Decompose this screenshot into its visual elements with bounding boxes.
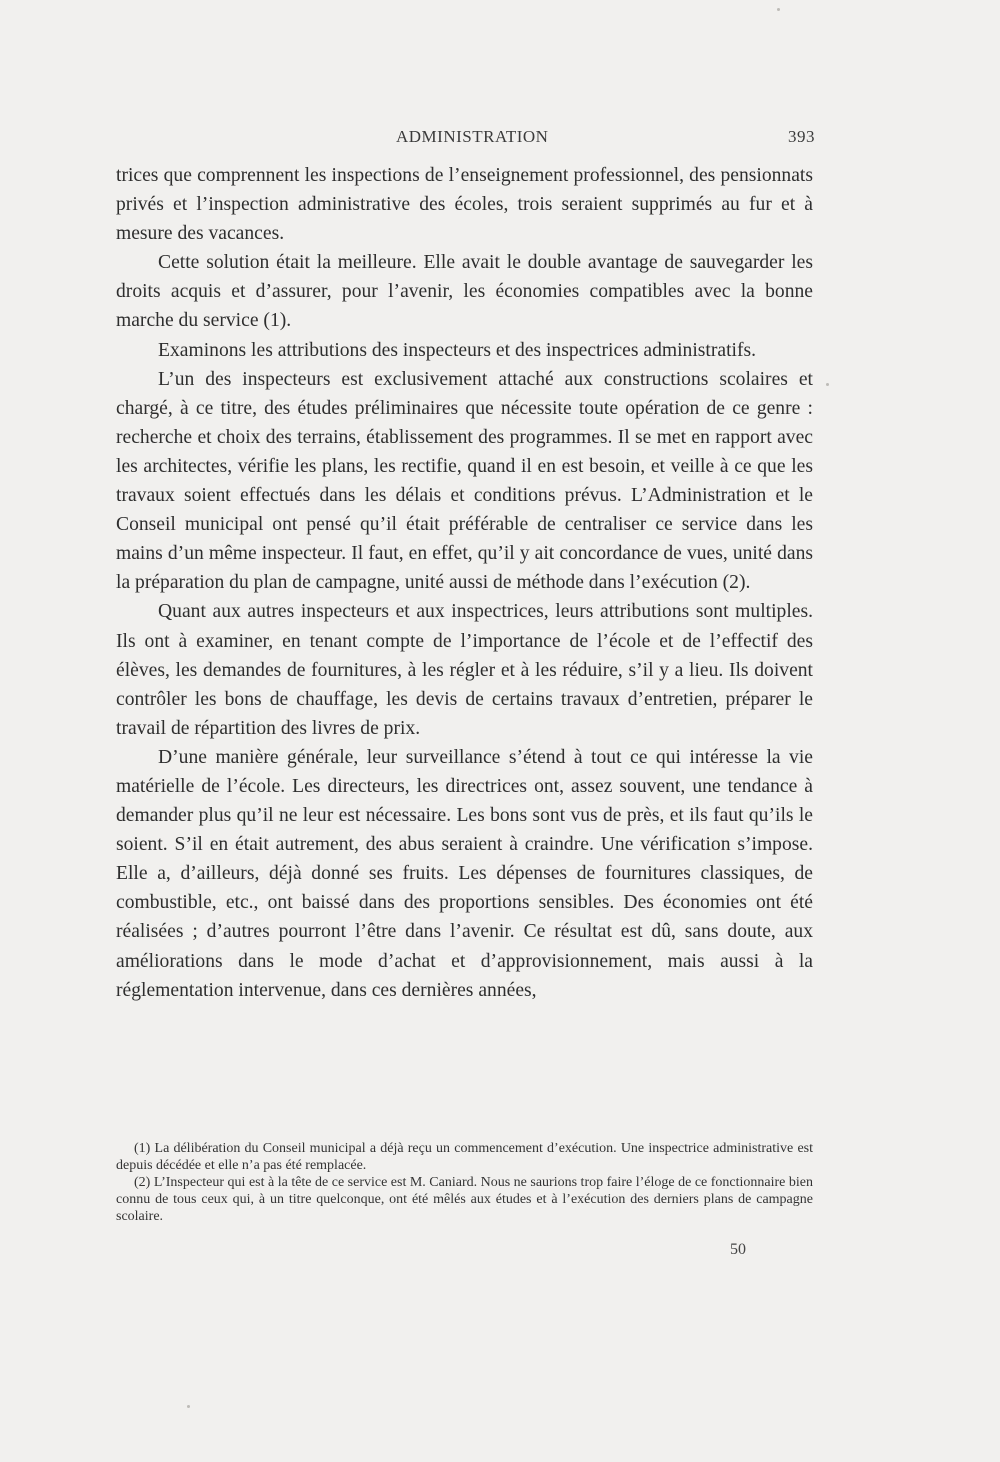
body-text <box>116 161 813 1005</box>
chapter-title: ADMINISTRATION <box>396 127 549 146</box>
paragraph: L’un des inspecteurs est exclusivement attaché aux constructions scolaires et chargé, à ce titre, des études préliminaires que nécessite toute opération de ce genre : recherche et choix des terrains, établissement des programmes. Il se met en rapport avec les architectes, vérifie les plans, les rectifie, quand il en est besoin, et veille à ce que les travaux soient effectués dans les délais et conditions prévus. L’Administration et le Conseil municipal ont pensé qu’il était préférable de centraliser ce service dans les mains d’un même inspecteur. Il faut, en effet, qu’il y ait concordance de vues, unité dans la préparation du plan de campagne, unité aussi de méthode dans l’exécution (2). <box>116 368 813 594</box>
paragraph: Quant aux autres inspecteurs et aux inspectrices, leurs attributions sont multiples. Ils ont à examiner, en tenant compte de l’importance de l’école et de l’effectif des élèves, les demandes de fournitures, à les régler et à les réduire, s’il y a lieu. Ils doivent contrôler les bons de chauffage, les devis de certains travaux d’entretien, préparer le travail de répartition des livres de prix. <box>116 601 813 739</box>
running-head <box>0 127 1000 151</box>
paper-speck <box>826 383 829 386</box>
paper-speck <box>777 8 780 11</box>
paragraph: Cette solution était la meilleure. Elle avait le double avantage de sauvegarder les droits acquis et d’assurer, pour l’avenir, les économies compatibles avec la bonne marche du service (1). <box>116 252 813 332</box>
page-number: 393 <box>788 127 815 146</box>
footnote: (1) La délibération du Conseil municipal a déjà reçu un commencement d’exécution. Une inspectrice administrative est depuis décédée et elle n’a pas été remplacée. <box>116 1141 813 1173</box>
paper-speck <box>187 1405 190 1408</box>
footnotes <box>116 1140 813 1225</box>
paragraph: trices que comprennent les inspections de l’enseignement professionnel, des pensionnats privés et l’inspection administrative des écoles, trois seraient supprimés au fur et à mesure des vacances. <box>116 165 813 245</box>
footnote: (2) L’Inspecteur qui est à la tête de ce service est M. Caniard. Nous ne saurions trop faire l’éloge de ce fonctionnaire bien connu de tous ceux qui, à un titre quelconque, ont été mêlés aux études et à l’exécution des derniers plans de campagne scolaire. <box>116 1175 813 1224</box>
signature-mark: 50 <box>730 1241 746 1258</box>
paragraph: D’une manière générale, leur surveillance s’étend à tout ce qui intéresse la vie matérielle de l’école. Les directeurs, les directrices ont, assez souvent, une tendance à demander plus qu’il ne leur est nécessaire. Les bons sont vus de près, et ils faut qu’ils le soient. S’il en était autrement, des abus seraient à craindre. Une vérification s’impose. Elle a, d’ailleurs, déjà donné ses fruits. Les dépenses de fournitures classiques, de combustible, etc., ont baissé dans des proportions sensibles. Des économies ont été réalisées ; d’autres pourront l’être dans l’avenir. Ce résultat est dû, sans doute, aux améliorations dans le mode d’achat et d’approvisionnement, mais aussi à la réglementation intervenue, dans ces dernières années, <box>116 746 813 1001</box>
paragraph: Examinons les attributions des inspecteurs et des inspectrices administratifs. <box>158 339 757 361</box>
